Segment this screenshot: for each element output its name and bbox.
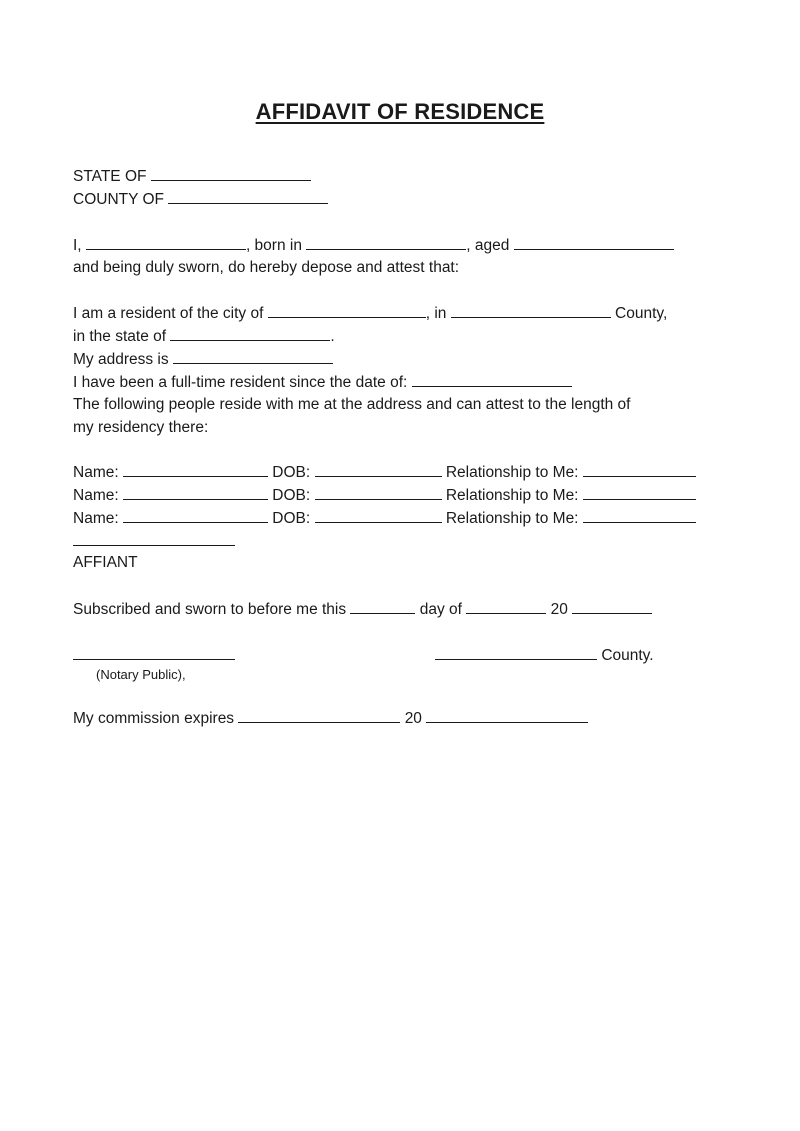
state-label: STATE OF [73, 168, 147, 185]
subscribed-text: Subscribed and sworn to before me this [73, 601, 347, 618]
resident-dob-field[interactable] [315, 508, 442, 523]
county-field[interactable] [168, 189, 328, 204]
notary-county-field[interactable] [435, 645, 597, 660]
resident-dob-field[interactable] [315, 485, 442, 500]
residence-county-field[interactable] [451, 303, 611, 318]
commission-label: My commission expires [73, 710, 235, 727]
reside-text-line-2: my residency there: [73, 419, 209, 436]
subscribed-day-field[interactable] [350, 599, 415, 614]
resident-relationship-field[interactable] [583, 462, 696, 477]
residence-state-label: in the state of [73, 328, 167, 345]
resident-name-field[interactable] [123, 508, 268, 523]
resident-name-label: Name: [73, 464, 119, 481]
commission-line [73, 708, 588, 729]
address-field[interactable] [173, 349, 333, 364]
residence-state-end: . [330, 328, 335, 345]
subscribed-month-field[interactable] [466, 599, 546, 614]
city-label: I am a resident of the city of [73, 305, 264, 322]
age-field[interactable] [514, 235, 674, 250]
sworn-text: and being duly sworn, do hereby depose and attest that: [73, 259, 460, 276]
subscribed-year-field[interactable] [572, 599, 652, 614]
affiant-signature-field[interactable] [73, 531, 235, 546]
resident-relationship-label: Relationship to Me: [445, 487, 579, 504]
affiant-label: AFFIANT [73, 554, 138, 571]
county-line [73, 189, 328, 210]
resident-name-label: Name: [73, 510, 119, 527]
resident-relationship-field[interactable] [583, 485, 696, 500]
commission-year-field[interactable] [426, 708, 588, 723]
since-label: I have been a full-time resident since the date of: [73, 374, 408, 391]
intro-line [73, 235, 674, 256]
affiant-name-field[interactable] [86, 235, 246, 250]
residence-state-field[interactable] [170, 326, 330, 341]
resident-row [73, 485, 696, 506]
residence-state-line [73, 326, 335, 347]
resident-dob-label: DOB: [272, 487, 311, 504]
affiant-signature-line [73, 531, 235, 552]
document-title: AFFIDAVIT OF RESIDENCE [255, 99, 545, 124]
city-line [73, 303, 667, 324]
resident-row [73, 508, 696, 529]
subscribed-year-label: 20 [550, 601, 568, 618]
resident-relationship-label: Relationship to Me: [445, 464, 579, 481]
resident-relationship-field[interactable] [583, 508, 696, 523]
address-line [73, 349, 333, 370]
notary-signature-field[interactable] [73, 645, 235, 660]
notary-signature-line [73, 645, 235, 666]
subscribed-line [73, 599, 652, 620]
state-line [73, 166, 311, 187]
commission-date-field[interactable] [238, 708, 400, 723]
since-line [73, 372, 572, 393]
in-label: , in [425, 305, 447, 322]
resident-dob-field[interactable] [315, 462, 442, 477]
reside-text-line-1: The following people reside with me at the address and can attest to the length of [73, 396, 631, 413]
resident-name-field[interactable] [123, 485, 268, 500]
residence-county-label: County, [615, 305, 668, 322]
aged-label: , aged [466, 237, 510, 254]
state-field[interactable] [151, 166, 311, 181]
resident-name-label: Name: [73, 487, 119, 504]
county-label: COUNTY OF [73, 191, 164, 208]
resident-dob-label: DOB: [272, 464, 311, 481]
city-field[interactable] [268, 303, 426, 318]
born-label: , born in [245, 237, 302, 254]
resident-relationship-label: Relationship to Me: [445, 510, 579, 527]
notary-county-line [435, 645, 654, 666]
notary-public-label: (Notary Public), [96, 667, 186, 682]
birthplace-field[interactable] [306, 235, 466, 250]
commission-year-label: 20 [404, 710, 422, 727]
resident-dob-label: DOB: [272, 510, 311, 527]
resident-name-field[interactable] [123, 462, 268, 477]
day-of-label: day of [419, 601, 462, 618]
notary-county-label: County. [601, 647, 654, 664]
since-date-field[interactable] [412, 372, 572, 387]
resident-row [73, 462, 696, 483]
address-label: My address is [73, 351, 169, 368]
i-label: I, [73, 237, 82, 254]
